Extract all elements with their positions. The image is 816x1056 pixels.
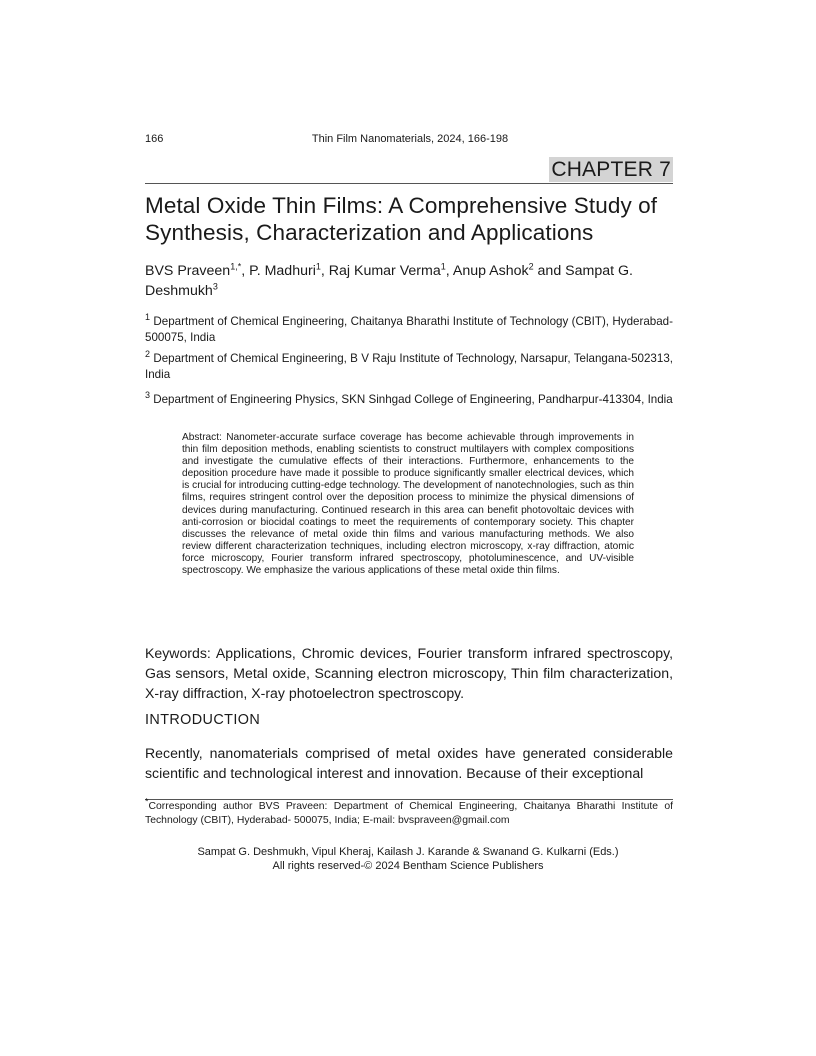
page-number: 166 <box>145 133 164 145</box>
running-head <box>0 133 816 145</box>
footnote-mark: * <box>145 796 149 807</box>
section-heading: INTRODUCTION <box>145 712 261 728</box>
author-name: and Sampat G. Deshmukh <box>145 263 633 299</box>
header-rule <box>145 183 673 184</box>
running-head-text: Thin Film Nanomaterials, 2024, 166-198 <box>311 133 509 145</box>
affiliation <box>145 392 673 408</box>
author-affiliation-mark: 2 <box>528 261 534 272</box>
abstract: Abstract: Nanometer-accurate surface coverage has become achievable through improvements in thin film deposition methods, enabling scientists to construct multilayers with complex compositions and investigate the cumulative effects of their interactions. Furthermore, enhancements to the deposition procedure have made it possible to produce significantly smaller electrical devices, which is crucial for introducing cutting-edge technology. The development of nanotechnologies, such as thin films, requires stringent control over the deposition process to minimize the physical dimensions of devices during manufacturing. Continued research in this area can benefit photovoltaic devices with anti-corrosion or biocidal coatings to meet the requirements of contemporary society. This chapter discusses the relevance of metal oxide thin films and various manufacturing methods. We also review different characterization techniques, including electron microscopy, x-ray diffraction, atomic force microscopy, Fourier transform infrared spectroscopy, photoluminescence, and UV-visible spectroscopy. We emphasize the various applications of these metal oxide thin films. <box>182 432 634 577</box>
keywords-text: Applications, Chromic devices, Fourier transform infrared spectroscopy, Gas sensors, Metal oxide, Scanning electron microscopy, Thin film characterization, X-ray diffraction, X-ray photoelectron spectroscopy. <box>145 645 673 701</box>
author-affiliation-mark: 1 <box>440 261 446 272</box>
affiliation-mark: 3 <box>145 390 151 401</box>
affiliation-text: Department of Chemical Engineering, Chaitanya Bharathi Institute of Technology (CBIT), Hyderabad-500075, India <box>145 315 673 344</box>
author-name: , Raj Kumar Verma <box>320 263 441 279</box>
affiliation <box>145 314 673 346</box>
body-paragraph: Recently, nanomaterials comprised of metal oxides have generated considerable scientific and technological interest and innovation. Because of their exceptional <box>145 745 673 781</box>
footnote-text: Corresponding author BVS Praveen: Department of Chemical Engineering, Chaitanya Bharathi Institute of Technology (CBIT), Hyderabad- 500075, India; E-mail: bvspraveen@gmail.com <box>145 801 673 826</box>
affiliation <box>145 351 673 383</box>
author-name: , P. Madhuri <box>241 263 316 279</box>
publisher-block <box>0 845 816 873</box>
author-affiliation-mark: 1,* <box>230 261 242 272</box>
author-name: , Anup Ashok <box>445 263 529 279</box>
footnote <box>145 796 673 828</box>
author-affiliation-mark: 1 <box>315 261 321 272</box>
chapter-title: Metal Oxide Thin Films: A Comprehensive Study of Synthesis, Characterization and Applications <box>145 193 658 245</box>
author-name: BVS Praveen <box>145 263 231 279</box>
author-affiliation-mark: 3 <box>212 281 218 292</box>
chapter-label: CHAPTER 7 <box>551 158 671 181</box>
keywords <box>145 643 673 703</box>
chapter-badge <box>549 157 673 182</box>
affiliation-mark: 1 <box>145 312 151 323</box>
keywords-label: Keywords: <box>145 645 211 661</box>
rights-line: All rights reserved-© 2024 Bentham Science Publishers <box>272 860 544 872</box>
editors-line: Sampat G. Deshmukh, Vipul Kheraj, Kailash J. Karande & Swanand G. Kulkarni (Eds.) <box>197 846 619 858</box>
affiliation-text: Department of Engineering Physics, SKN Sinhgad College of Engineering, Pandharpur-413304, India <box>150 393 673 406</box>
author-list <box>145 261 675 301</box>
affiliation-text: Department of Chemical Engineering, B V Raju Institute of Technology, Narsapur, Telangana-502313, India <box>145 352 673 381</box>
affiliation-mark: 2 <box>145 349 151 360</box>
